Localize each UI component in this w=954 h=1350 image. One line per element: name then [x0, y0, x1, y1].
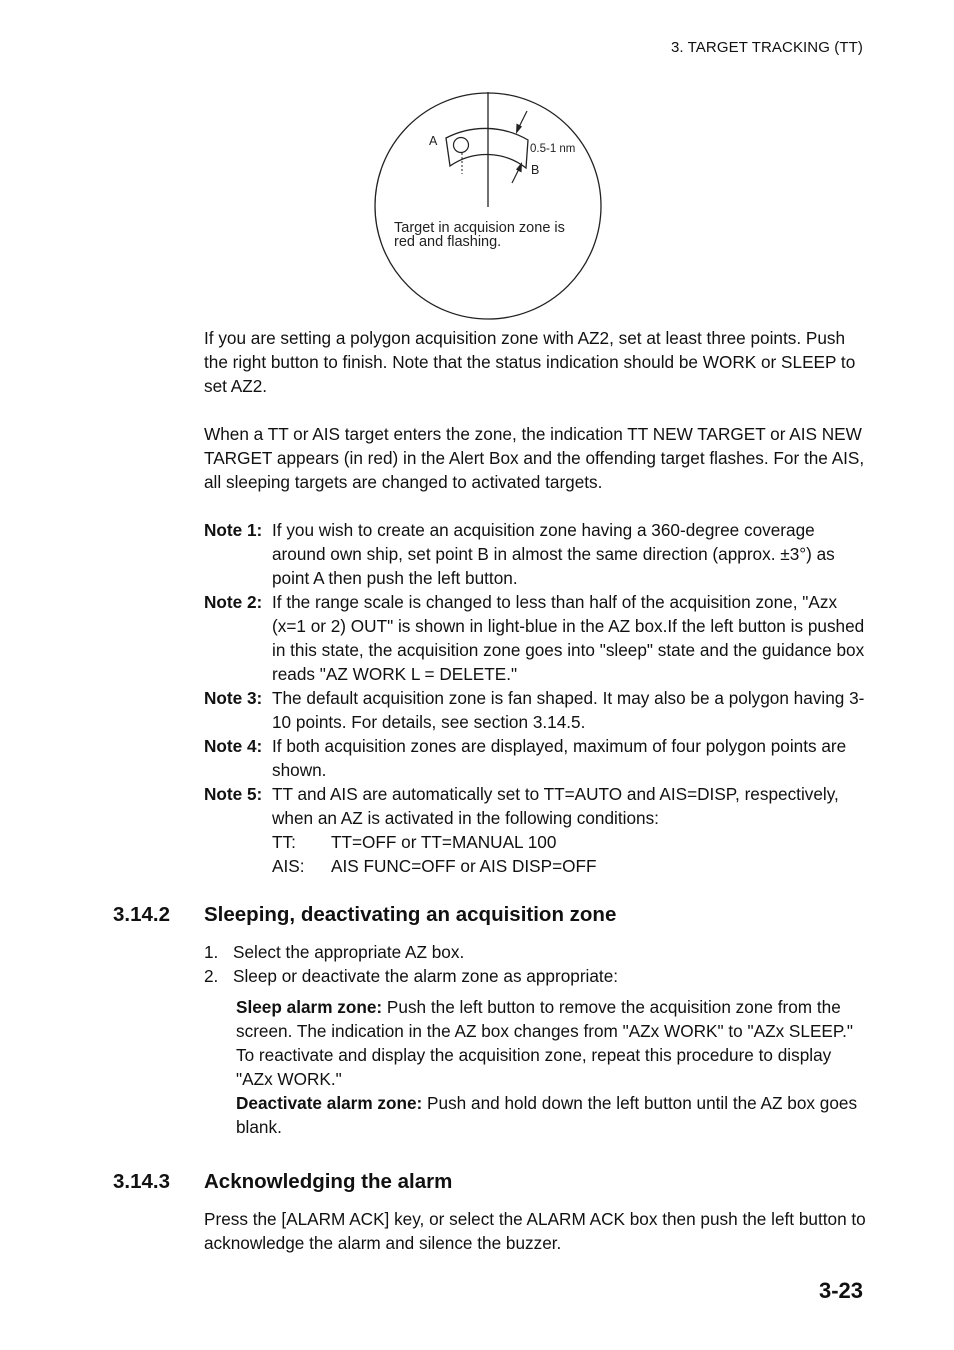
arrowhead-upper-icon	[516, 124, 522, 135]
steps-list	[204, 940, 868, 988]
note-label: Note 2:	[204, 592, 263, 612]
paragraph-new-target: When a TT or AIS target enters the zone, the indication TT NEW TARGET or AIS NEW TARGET appears (in red) in the Alert Box and the offending target flashes. For the AIS, all sleeping targets are changed to activated targets.	[204, 424, 865, 492]
note-text: If the range scale is changed to less than half of the acquisition zone, "Azx (x=1 or 2) OUT" is shown in light-blue in the AZ box.If the left button is pushed in this state, the acquisition zone goes into "sleep" state and the guidance box reads "AZ WORK L = DELETE."	[272, 592, 865, 684]
note-label: Note 3:	[204, 688, 263, 708]
acquisition-zone-sector	[446, 128, 528, 168]
deactivate-alarm-zone-paragraph	[236, 1091, 866, 1139]
figure-caption-line2: red and flashing.	[394, 234, 502, 250]
note-3	[204, 686, 868, 734]
alarm-zone-options	[236, 995, 866, 1139]
section-title: Acknowledging the alarm	[204, 1170, 453, 1193]
range-arrow-upper	[519, 111, 527, 127]
point-a-label: A	[429, 134, 438, 148]
deactivate-alarm-zone-text: Push and hold down the left button until the AZ box goes blank.	[236, 1093, 858, 1137]
condition-label: TT:	[272, 832, 296, 852]
acquisition-zone-figure	[370, 88, 610, 324]
figure-caption-line1: Target in acquision zone is	[394, 220, 565, 236]
condition-value: TT=OFF or TT=MANUAL 100	[331, 832, 557, 852]
paragraph-polygon-setup: If you are setting a polygon acquisition zone with AZ2, set at least three points. Push the right button to finish. Note that the status indication should be WORK or SLEEP to set AZ2.	[204, 328, 856, 396]
step-text: Sleep or deactivate the alarm zone as appropriate:	[233, 966, 619, 986]
note-4	[204, 734, 868, 782]
deactivate-alarm-zone-label: Deactivate alarm zone:	[236, 1093, 423, 1113]
condition-label: AIS:	[272, 856, 305, 876]
condition-tt	[204, 830, 868, 854]
section-number: 3.14.3	[113, 1170, 170, 1193]
section-heading-3-14-3	[113, 1170, 873, 1198]
page-number: 3-23	[818, 1278, 863, 1303]
note-1	[204, 518, 868, 590]
note-label: Note 1:	[204, 520, 263, 540]
sleep-alarm-zone-paragraph	[236, 995, 866, 1091]
note-5	[204, 782, 868, 830]
step-text: Select the appropriate AZ box.	[233, 942, 465, 962]
running-header: 3. TARGET TRACKING (TT)	[670, 39, 863, 56]
step-2	[204, 964, 868, 988]
radar-diagram	[370, 88, 610, 324]
note-2	[204, 590, 868, 686]
condition-value: AIS FUNC=OFF or AIS DISP=OFF	[331, 856, 597, 876]
note-label: Note 5:	[204, 784, 263, 804]
note-text: If both acquisition zones are displayed, maximum of four polygon points are shown.	[272, 736, 847, 780]
range-arrow-lower	[512, 169, 519, 183]
note-label: Note 4:	[204, 736, 263, 756]
note-text: The default acquisition zone is fan shaped. It may also be a polygon having 3-10 points. For details, see section 3.14.5.	[272, 688, 865, 732]
acknowledge-paragraph: Press the [ALARM ACK] key, or select the ALARM ACK box then push the left button to acknowledge the alarm and silence the buzzer.	[204, 1209, 866, 1253]
sleep-alarm-zone-text: Push the left button to remove the acquisition zone from the screen. The indication in the AZ box changes from "AZx WORK" to "AZx SLEEP." To reactivate and display the acquisition zone, repeat this procedure to display "AZx WORK."	[236, 997, 854, 1089]
note-text: TT and AIS are automatically set to TT=AUTO and AIS=DISP, respectively, when an AZ is activated in the following conditions:	[272, 784, 839, 828]
step-1	[204, 940, 868, 964]
target-symbol	[454, 138, 469, 153]
section-heading-3-14-2	[113, 903, 873, 931]
section-number: 3.14.2	[113, 903, 170, 926]
notes-list	[204, 518, 868, 878]
range-label: 0.5-1 nm	[530, 143, 576, 155]
step-number: 1.	[204, 942, 219, 962]
step-number: 2.	[204, 966, 219, 986]
intro-text	[204, 326, 868, 494]
point-b-label: B	[531, 163, 540, 177]
sleep-alarm-zone-label: Sleep alarm zone:	[236, 997, 383, 1017]
section-title: Sleeping, deactivating an acquisition zone	[204, 903, 617, 926]
note-text: If you wish to create an acquisition zone having a 360-degree coverage around own ship, set point B in almost the same direction (approx. ±3°) as point A then push the left button.	[272, 520, 835, 588]
condition-ais	[204, 854, 868, 878]
